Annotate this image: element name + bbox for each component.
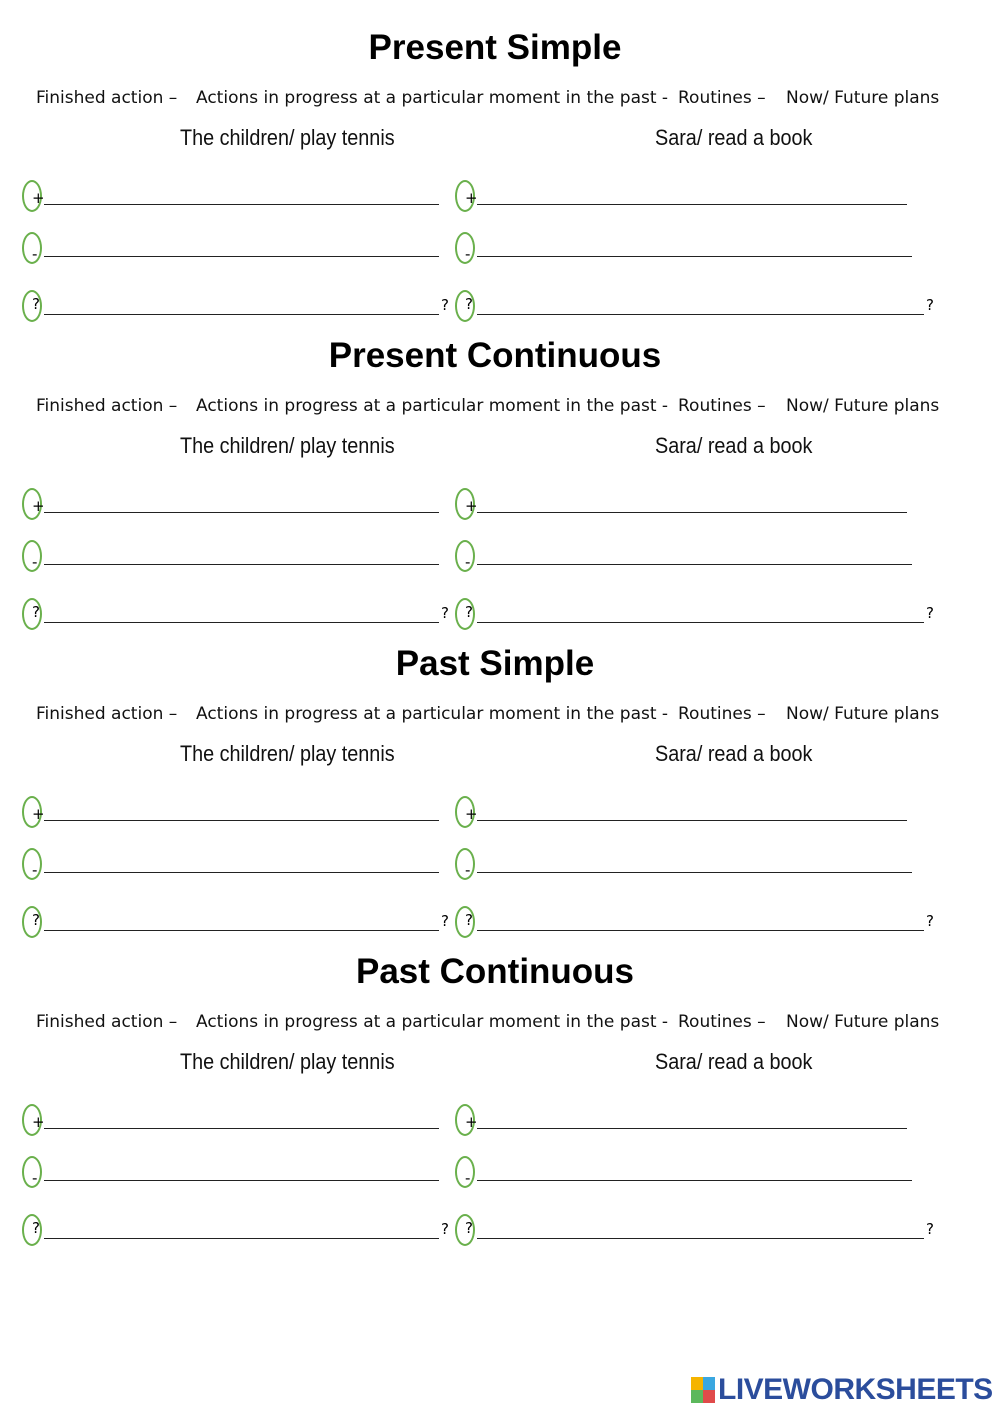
answer-line[interactable]	[477, 1128, 907, 1129]
negative-sign: -	[32, 861, 38, 879]
left-negative-row	[22, 232, 477, 268]
left-affirmative-row	[22, 180, 477, 216]
right-negative-row	[455, 540, 945, 576]
question-mark: ?	[441, 296, 449, 314]
question-mark: ?	[441, 912, 449, 930]
answer-line[interactable]	[44, 512, 439, 513]
question-mark: ?	[441, 604, 449, 622]
answer-line[interactable]	[477, 1180, 912, 1181]
prompt-right: Sara/ read a book	[655, 433, 813, 458]
liveworksheets-logo	[691, 1373, 993, 1407]
question-mark: ?	[441, 1220, 449, 1238]
negative-sign: -	[465, 553, 471, 571]
prompt-right: Sara/ read a book	[655, 125, 813, 150]
affirmative-sign: +	[32, 805, 45, 823]
worksheet-section	[0, 616, 1000, 930]
left-affirmative-row	[22, 1104, 477, 1140]
section-title: Present Simple	[368, 28, 622, 67]
option-routines[interactable]: Routines –	[678, 396, 766, 416]
logo-blocks-icon	[691, 1377, 715, 1403]
answer-line[interactable]	[477, 512, 907, 513]
affirmative-sign: +	[465, 805, 478, 823]
right-affirmative-row	[455, 1104, 945, 1140]
question-mark: ?	[926, 912, 934, 930]
answer-line[interactable]	[477, 872, 912, 873]
negative-sign: -	[465, 1169, 471, 1187]
option-now-future-plans[interactable]: Now/ Future plans	[786, 1012, 940, 1032]
negative-sign: -	[32, 1169, 38, 1187]
left-question-row	[22, 1214, 477, 1250]
answer-line[interactable]	[44, 872, 439, 873]
question-sign: ?	[465, 911, 473, 929]
worksheet-section	[0, 924, 1000, 1238]
question-sign: ?	[465, 1219, 473, 1237]
prompt-right: Sara/ read a book	[655, 741, 813, 766]
section-title: Past Simple	[395, 644, 595, 683]
option-now-future-plans[interactable]: Now/ Future plans	[786, 88, 940, 108]
question-mark: ?	[926, 1220, 934, 1238]
answer-line[interactable]	[44, 820, 439, 821]
prompt-left: The children/ play tennis	[180, 741, 395, 766]
affirmative-sign: +	[465, 189, 478, 207]
answer-line[interactable]	[477, 256, 912, 257]
right-affirmative-row	[455, 488, 945, 524]
section-title: Past Continuous	[355, 952, 635, 991]
right-question-row	[455, 1214, 945, 1250]
negative-sign: -	[32, 553, 38, 571]
answer-line[interactable]	[44, 1180, 439, 1181]
question-sign: ?	[32, 295, 40, 313]
section-title: Present Continuous	[328, 336, 662, 375]
right-negative-row	[455, 1156, 945, 1192]
left-affirmative-row	[22, 796, 477, 832]
left-negative-row	[22, 848, 477, 884]
answer-line[interactable]	[44, 256, 439, 257]
left-negative-row	[22, 540, 477, 576]
option-finished-action[interactable]: Finished action –	[36, 704, 178, 724]
question-mark: ?	[926, 296, 934, 314]
negative-sign: -	[32, 245, 38, 263]
right-affirmative-row	[455, 180, 945, 216]
worksheet-section	[0, 308, 1000, 622]
question-sign: ?	[465, 603, 473, 621]
question-sign: ?	[465, 295, 473, 313]
prompt-left: The children/ play tennis	[180, 1049, 395, 1074]
question-sign: ?	[32, 1219, 40, 1237]
logo-text: LIVEWORKSHEETS	[718, 1373, 993, 1406]
option-actions-in-progress[interactable]: Actions in progress at a particular moment in the past -	[196, 88, 669, 108]
option-finished-action[interactable]: Finished action –	[36, 88, 178, 108]
affirmative-sign: +	[32, 189, 45, 207]
right-negative-row	[455, 232, 945, 268]
right-affirmative-row	[455, 796, 945, 832]
question-sign: ?	[32, 911, 40, 929]
answer-line[interactable]	[477, 204, 907, 205]
answer-line[interactable]	[44, 204, 439, 205]
prompt-right: Sara/ read a book	[655, 1049, 813, 1074]
question-mark: ?	[926, 604, 934, 622]
affirmative-sign: +	[465, 497, 478, 515]
option-routines[interactable]: Routines –	[678, 1012, 766, 1032]
option-actions-in-progress[interactable]: Actions in progress at a particular moment in the past -	[196, 1012, 669, 1032]
negative-sign: -	[465, 861, 471, 879]
answer-line[interactable]	[44, 1238, 439, 1239]
option-finished-action[interactable]: Finished action –	[36, 396, 178, 416]
option-routines[interactable]: Routines –	[678, 88, 766, 108]
affirmative-sign: +	[465, 1113, 478, 1131]
prompt-left: The children/ play tennis	[180, 433, 395, 458]
answer-line[interactable]	[477, 564, 912, 565]
option-actions-in-progress[interactable]: Actions in progress at a particular moment in the past -	[196, 704, 669, 724]
answer-line[interactable]	[44, 564, 439, 565]
option-actions-in-progress[interactable]: Actions in progress at a particular moment in the past -	[196, 396, 669, 416]
answer-line[interactable]	[477, 1238, 924, 1239]
affirmative-sign: +	[32, 1113, 45, 1131]
prompt-left: The children/ play tennis	[180, 125, 395, 150]
left-affirmative-row	[22, 488, 477, 524]
answer-line[interactable]	[44, 1128, 439, 1129]
option-routines[interactable]: Routines –	[678, 704, 766, 724]
option-finished-action[interactable]: Finished action –	[36, 1012, 178, 1032]
option-now-future-plans[interactable]: Now/ Future plans	[786, 396, 940, 416]
left-negative-row	[22, 1156, 477, 1192]
negative-sign: -	[465, 245, 471, 263]
question-sign: ?	[32, 603, 40, 621]
affirmative-sign: +	[32, 497, 45, 515]
option-now-future-plans[interactable]: Now/ Future plans	[786, 704, 940, 724]
answer-line[interactable]	[477, 820, 907, 821]
worksheet-section	[0, 0, 1000, 314]
right-negative-row	[455, 848, 945, 884]
